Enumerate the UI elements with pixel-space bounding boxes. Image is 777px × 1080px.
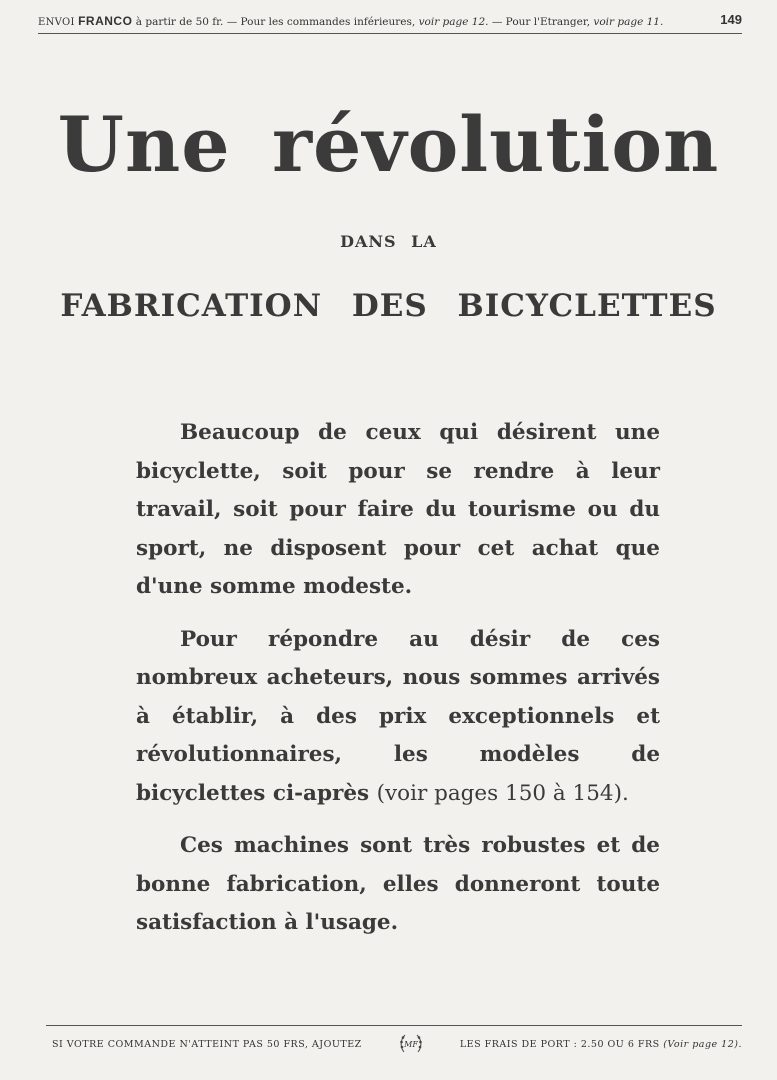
header-envoi: ENVOI [38,17,75,28]
footer-divider [46,1025,742,1026]
subtitle-small: DANS LA [340,232,437,251]
footer-right-main: LES FRAIS DE PORT : 2.50 OU 6 FRS [459,1038,660,1050]
paragraph-2 [136,621,660,814]
page-footer [52,1032,742,1056]
body-text [136,414,660,957]
paragraph-2-page-ref: (voir pages 150 à 154). [376,780,629,806]
header-voir-2: voir page 11. [593,16,664,28]
header-divider [38,33,742,34]
page-number: 149 [720,12,742,27]
footer-right-ref: (Voir page 12). [663,1038,742,1050]
subtitle-large: FABRICATION DES BICYCLETTES [60,288,717,324]
footer-right-text [460,1039,742,1050]
footer-left-text: SI VOTRE COMMANDE N'ATTEINT PAS 50 FRS, AJOUTEZ [52,1038,362,1050]
seal-letters: MF [403,1040,418,1049]
header-voir-1: voir page 12. [418,16,489,28]
header-franco: FRANCO [78,14,133,28]
laurel-seal-icon [398,1032,424,1056]
header-text-1: à partir de 50 fr. — Pour les commandes inférieures, [132,16,419,28]
page-title: Une révolution [57,100,720,189]
paragraph-2-main: Pour répondre au désir de ces nombreux acheteurs, nous sommes arrivés à établir, à des prix exceptionnels et révolutionnaires, les modèles de bicyclettes ci-après [136,626,660,806]
paragraph-1: Beaucoup de ceux qui désirent une bicyclette, soit pour se rendre à leur travail, soit pour faire du tourisme ou du sport, ne disposent pour cet achat que d'une somme modeste. [136,420,660,599]
paragraph-3: Ces machines sont très robustes et de bonne fabrication, elles donneront toute satisfaction à l'usage. [136,833,660,935]
header-text-2: — Pour l'Etranger, [488,16,594,28]
page-header [38,14,742,28]
